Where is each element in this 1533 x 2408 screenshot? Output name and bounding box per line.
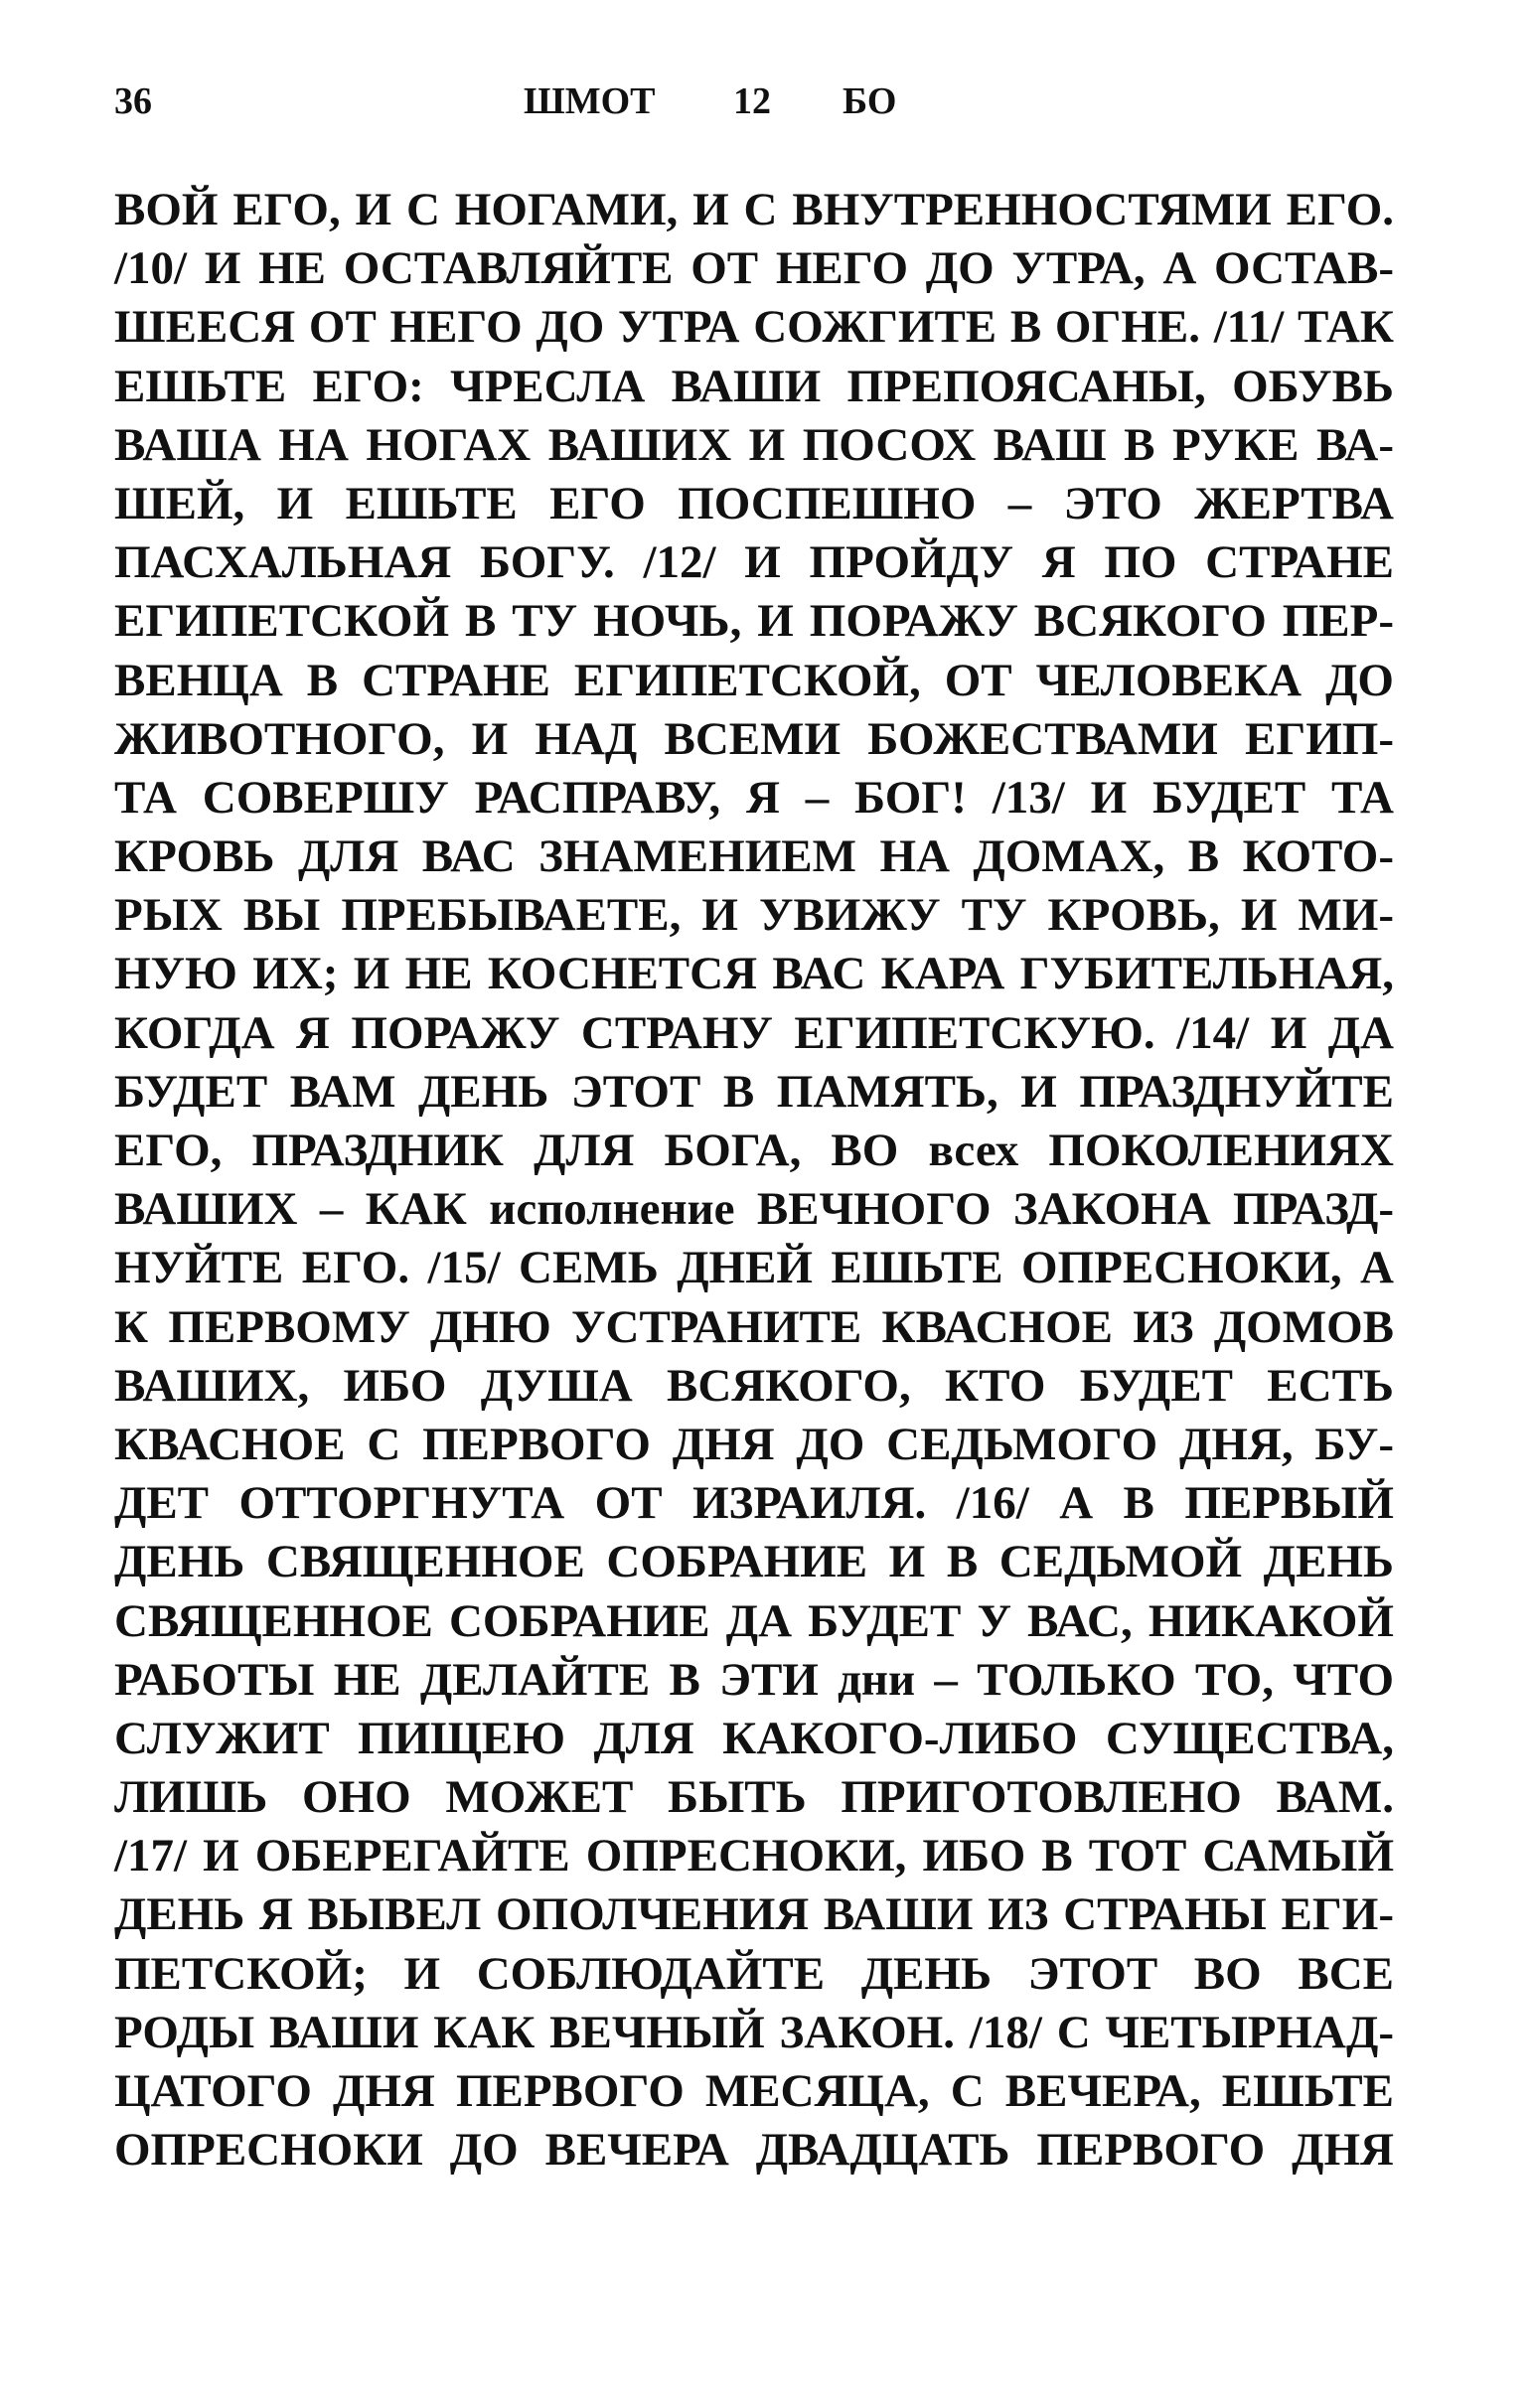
text-line: ПЕТСКОЙ; И СОБЛЮДАЙТЕ ДЕНЬ ЭТОТ ВО ВСЕ bbox=[114, 1947, 1394, 2000]
text-line: ВАШИХ – КАК исполнение ВЕЧНОГО ЗАКОНА ПРАЗД- bbox=[114, 1183, 1394, 1236]
text-line: СВЯЩЕННОЕ СОБРАНИЕ ДА БУДЕТ У ВАС, НИКАКОЙ bbox=[114, 1594, 1394, 1647]
text-line: /10/ И НЕ ОСТАВЛЯЙТЕ ОТ НЕГО ДО УТРА, А ОСТАВ- bbox=[114, 242, 1394, 295]
text-line: ЖИВОТНОГО, И НАД ВСЕМИ БОЖЕСТВАМИ ЕГИП- bbox=[114, 712, 1394, 765]
text-line: ЦАТОГО ДНЯ ПЕРВОГО МЕСЯЦА, С ВЕЧЕРА, ЕШЬТЕ bbox=[114, 2065, 1394, 2117]
text-line: ТА СОВЕРШУ РАСПРАВУ, Я – БОГ! /13/ И БУДЕТ ТА bbox=[114, 771, 1394, 824]
text-line: ЕГО, ПРАЗДНИК ДЛЯ БОГА, ВО всех ПОКОЛЕНИЯХ bbox=[114, 1125, 1394, 1176]
text-line: /17/ И ОБЕРЕГАЙТЕ ОПРЕСНОКИ, ИБО В ТОТ САМЫЙ bbox=[114, 1830, 1394, 1882]
text-line: НУЮ ИХ; И НЕ КОСНЕТСЯ ВАС КАРА ГУБИТЕЛЬНАЯ, bbox=[114, 948, 1394, 1000]
text-line: СЛУЖИТ ПИЩЕЮ ДЛЯ КАКОГО-ЛИБО СУЩЕСТВА, bbox=[114, 1712, 1394, 1764]
text-line: К ПЕРВОМУ ДНЮ УСТРАНИТЕ КВАСНОЕ ИЗ ДОМОВ bbox=[114, 1300, 1394, 1353]
text-line: РЫХ ВЫ ПРЕБЫВАЕТЕ, И УВИЖУ ТУ КРОВЬ, И МИ- bbox=[114, 889, 1394, 942]
text-line: РОДЫ ВАШИ КАК ВЕЧНЫЙ ЗАКОН. /18/ С ЧЕТЫРНАД- bbox=[114, 2006, 1394, 2058]
text-line: ШЕЕСЯ ОТ НЕГО ДО УТРА СОЖГИТЕ В ОГНЕ. /11/ ТАК bbox=[114, 301, 1394, 354]
text-line: КВАСНОЕ С ПЕРВОГО ДНЯ ДО СЕДЬМОГО ДНЯ, БУ- bbox=[114, 1418, 1394, 1470]
text-line: КОГДА Я ПОРАЖУ СТРАНУ ЕГИПЕТСКУЮ. /14/ И ДА bbox=[114, 1006, 1394, 1059]
text-line: ОПРЕСНОКИ ДО ВЕЧЕРА ДВАДЦАТЬ ПЕРВОГО ДНЯ bbox=[114, 2124, 1394, 2177]
page-number: 36 bbox=[114, 80, 152, 122]
text-body bbox=[114, 181, 1394, 2180]
text-line: РАБОТЫ НЕ ДЕЛАЙТЕ В ЭТИ дни – ТОЛЬКО ТО, ЧТО bbox=[114, 1653, 1394, 1706]
text-line: БУДЕТ ВАМ ДЕНЬ ЭТОТ В ПАМЯТЬ, И ПРАЗДНУЙТЕ bbox=[114, 1065, 1394, 1118]
text-line: ШЕЙ, И ЕШЬТЕ ЕГО ПОСПЕШНО – ЭТО ЖЕРТВА bbox=[114, 477, 1394, 529]
text-line: НУЙТЕ ЕГО. /15/ СЕМЬ ДНЕЙ ЕШЬТЕ ОПРЕСНОКИ, А bbox=[114, 1242, 1394, 1294]
text-line: ВАША НА НОГАХ ВАШИХ И ПОСОХ ВАШ В РУКЕ ВА- bbox=[114, 418, 1394, 471]
text-line: ВОЙ ЕГО, И С НОГАМИ, И С ВНУТРЕННОСТЯМИ ЕГО. bbox=[114, 184, 1394, 235]
text-line: ПАСХАЛЬНАЯ БОГУ. /12/ И ПРОЙДУ Я ПО СТРАНЕ bbox=[114, 536, 1394, 589]
text-line: ДЕТ ОТТОРГНУТА ОТ ИЗРАИЛЯ. /16/ А В ПЕРВЫЙ bbox=[114, 1477, 1394, 1530]
portion-name: БО bbox=[843, 80, 897, 122]
text-line: ДЕНЬ Я ВЫВЕЛ ОПОЛЧЕНИЯ ВАШИ ИЗ СТРАНЫ ЕГИ- bbox=[114, 1888, 1394, 1941]
running-head bbox=[0, 72, 1533, 131]
text-line: ЕГИПЕТСКОЙ В ТУ НОЧЬ, И ПОРАЖУ ВСЯКОГО ПЕР- bbox=[114, 595, 1394, 648]
text-line: ЕШЬТЕ ЕГО: ЧРЕСЛА ВАШИ ПРЕПОЯСАНЫ, ОБУВЬ bbox=[114, 360, 1394, 412]
text-line: ВЕНЦА В СТРАНЕ ЕГИПЕТСКОЙ, ОТ ЧЕЛОВЕКА ДО bbox=[114, 654, 1394, 706]
text-line: ВАШИХ, ИБО ДУША ВСЯКОГО, КТО БУДЕТ ЕСТЬ bbox=[114, 1359, 1394, 1412]
text-line: ЛИШЬ ОНО МОЖЕТ БЫТЬ ПРИГОТОВЛЕНО ВАМ. bbox=[114, 1771, 1394, 1824]
text-line: КРОВЬ ДЛЯ ВАС ЗНАМЕНИЕМ НА ДОМАХ, В КОТО- bbox=[114, 830, 1394, 883]
text-line: ДЕНЬ СВЯЩЕННОЕ СОБРАНИЕ И В СЕДЬМОЙ ДЕНЬ bbox=[114, 1536, 1394, 1588]
book-title: ШМОТ bbox=[524, 80, 656, 122]
chapter-number: 12 bbox=[733, 80, 771, 122]
